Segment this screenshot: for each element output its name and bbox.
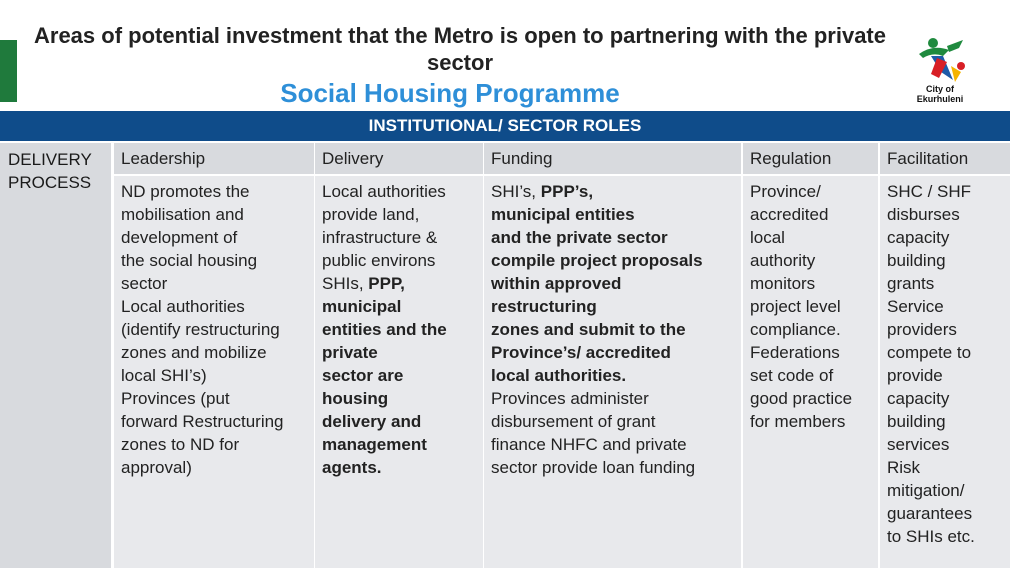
column-header-funding: Funding (484, 143, 741, 174)
city-logo-icon (913, 36, 969, 86)
column-header-facilitation: Facilitation (880, 143, 1010, 174)
page-title: Areas of potential investment that the Metro is open to partnering with the private sector (34, 23, 886, 75)
cell-facilitation: SHC / SHF disburses capacity building grants Service providers compete to provide capacity building services Risk mitigation/ guarantees to SHIs etc. (880, 176, 1010, 568)
column-leadership (114, 143, 314, 568)
cell-regulation: Province/ accredited local authority monitors project level compliance. Federations set code of good practice for members (743, 176, 878, 568)
column-delivery (315, 143, 483, 568)
cell-funding: SHI’s, PPP’s, municipal entities and the private sector compile project proposals within approved restructuring zones and submit to the Province’s/ accredited local authorities. Provinces administer disbursement of grant finance NHFC and private sector provide loan funding (484, 176, 741, 568)
cell-delivery: Local authorities provide land, infrastructure & public environs SHIs, PPP, municipal entities and the private sector are housing delivery and management agents. (315, 176, 483, 568)
page-subtitle: Social Housing Programme (280, 78, 620, 108)
roles-banner: INSTITUTIONAL/ SECTOR ROLES (0, 111, 1010, 141)
column-header-regulation: Regulation (743, 143, 878, 174)
column-regulation (743, 143, 878, 568)
accent-bar (0, 40, 17, 102)
row-label-delivery-process: DELIVERY PROCESS (0, 143, 111, 568)
column-header-leadership: Leadership (114, 143, 314, 174)
city-logo (905, 36, 985, 106)
logo-text: City of Ekurhuleni (916, 84, 964, 104)
column-header-delivery: Delivery (315, 143, 483, 174)
column-funding (484, 143, 741, 568)
cell-leadership: ND promotes the mobilisation and development of the social housing sector Local authorities (identify restructuring zones and mobilize local SHI’s) Provinces (put forward Restructuring zones to ND for approval) (114, 176, 314, 568)
column-facilitation (880, 143, 1010, 568)
